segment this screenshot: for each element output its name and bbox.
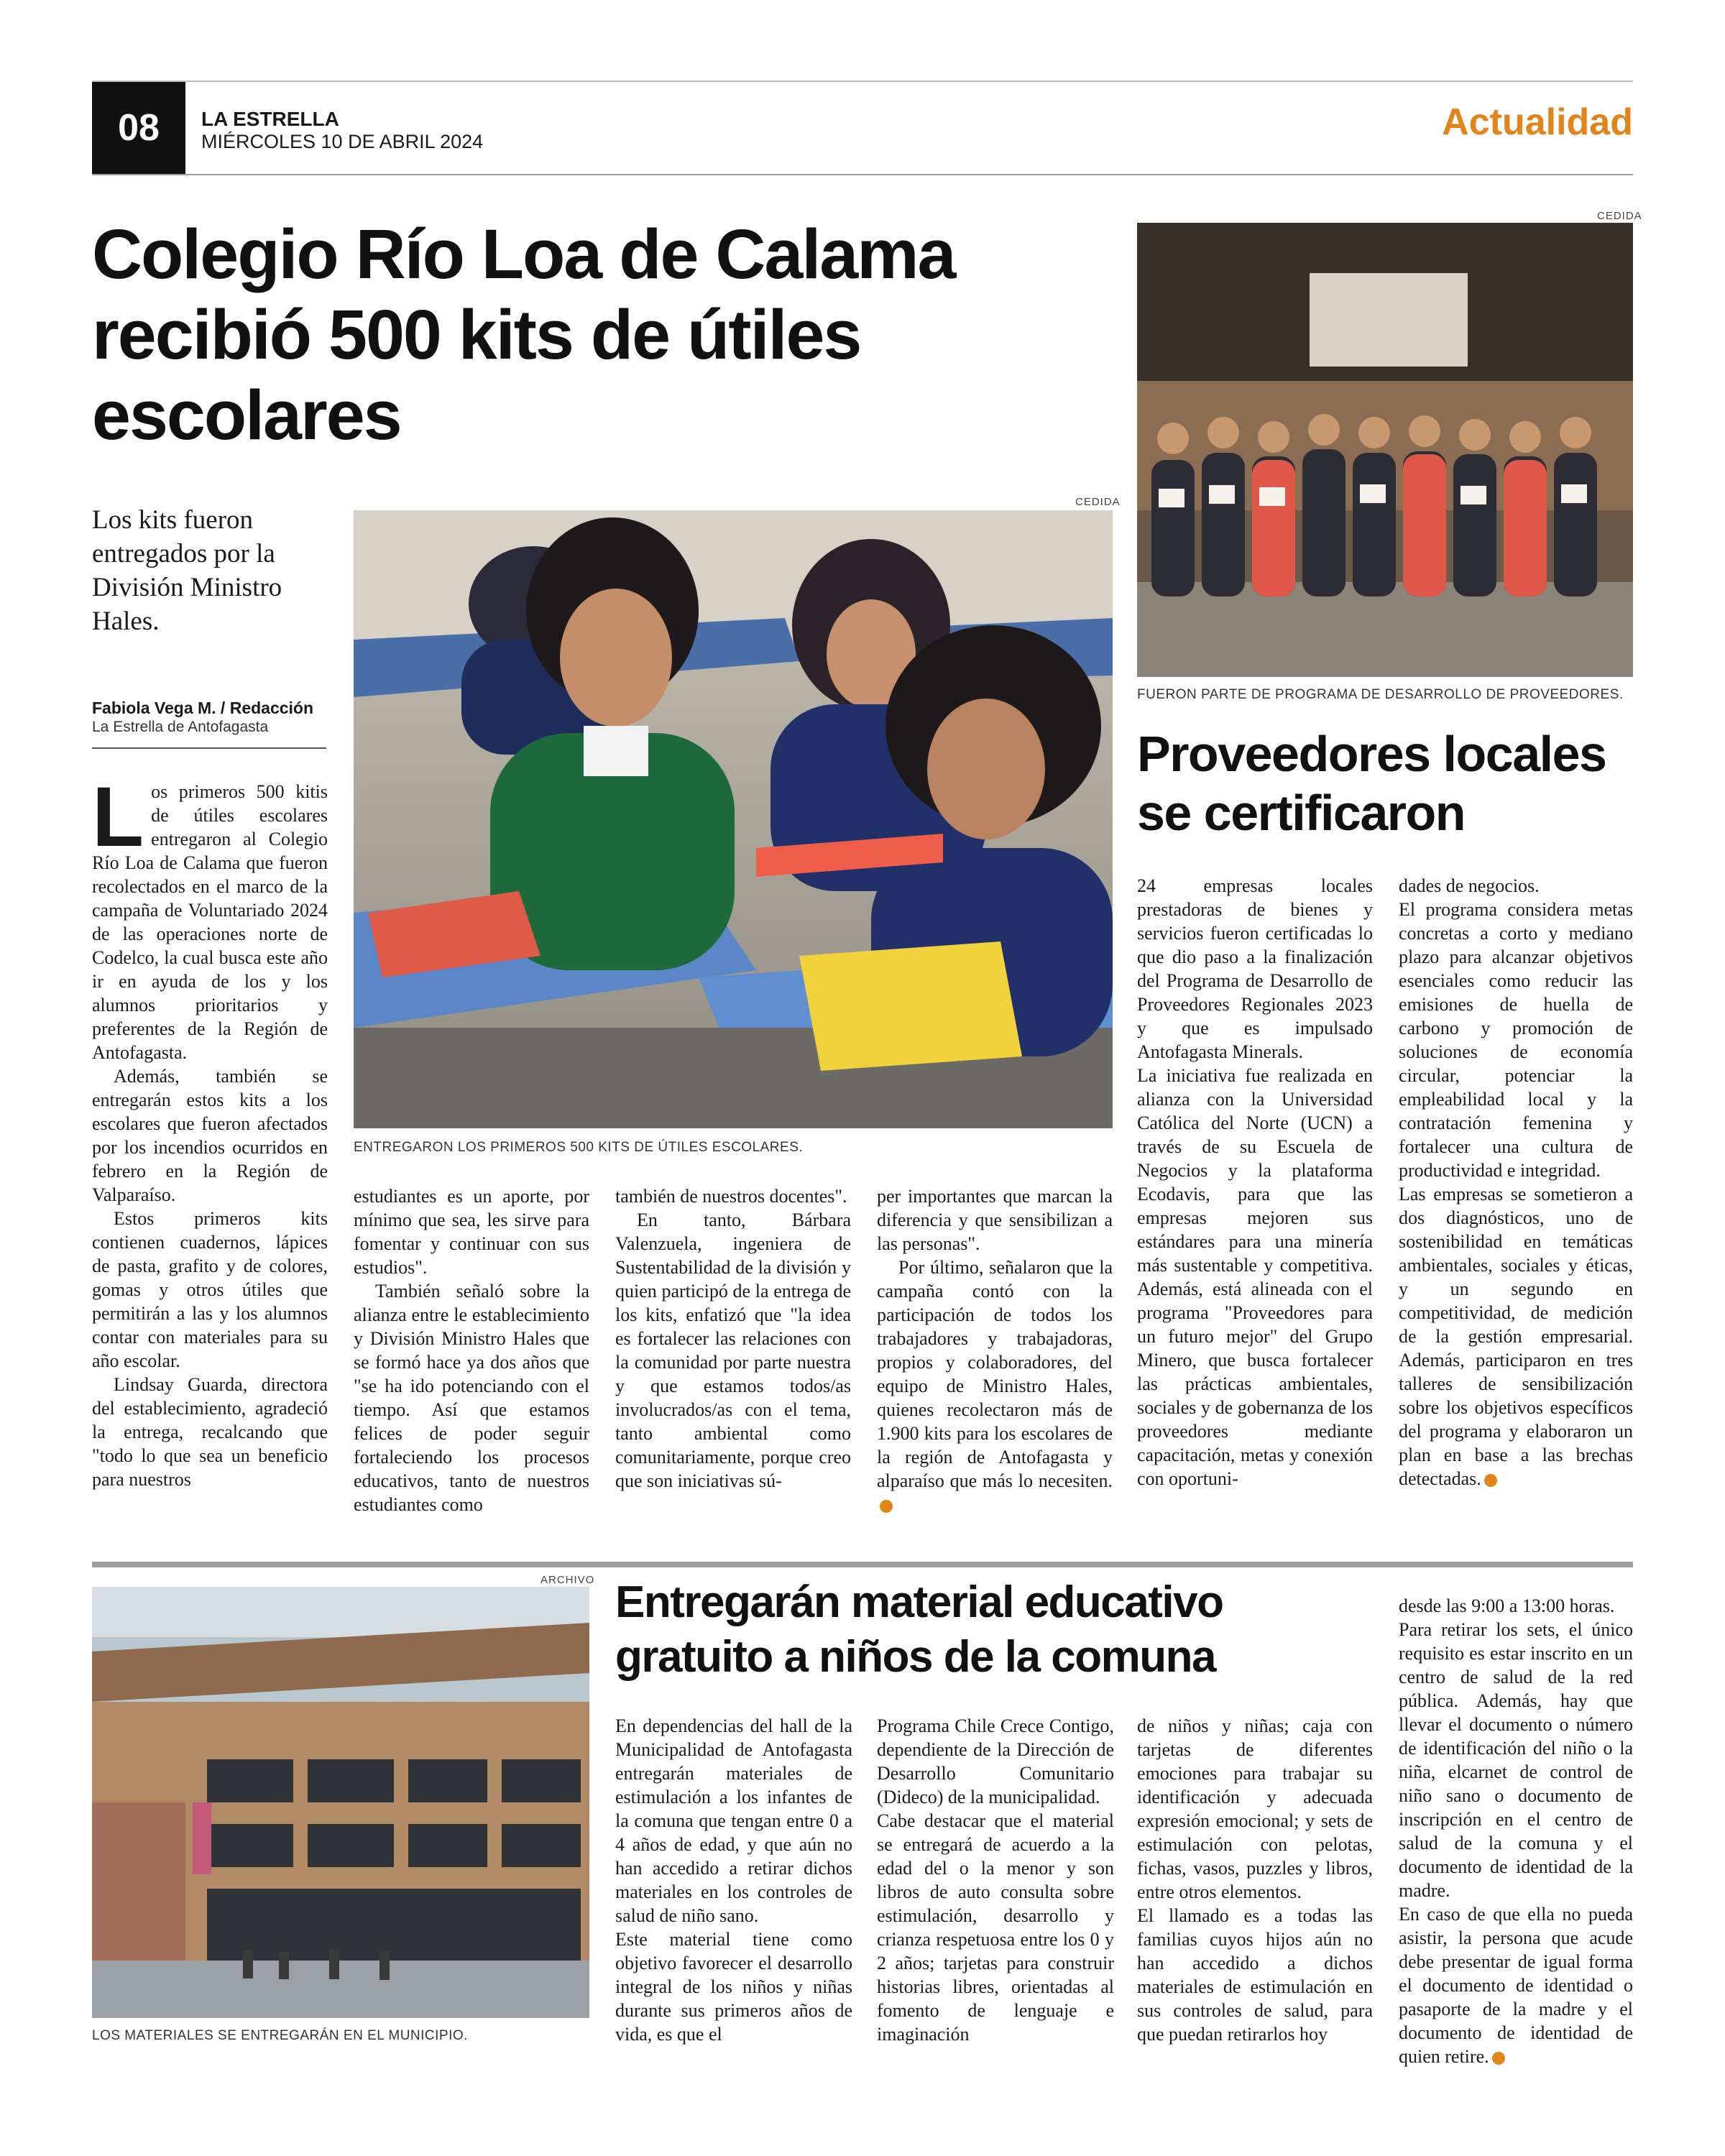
section-divider (92, 1562, 1633, 1567)
article2-paragraph: El programa considera metas concretas a corto y mediano plazo para alcanzar objetivos esenciales como reducir las emisiones de huella de carbono y promoción de soluciones de economía circular, potenciar la empleabilidad local y la contratación femenina y fortalecer una cultura de productividad e integridad. (1399, 899, 1633, 1181)
article1-paragraph (877, 1256, 1113, 1516)
article2-paragraph: La iniciativa fue realizada en alianza con la Universidad Católica del Norte (UCN) a través de su Escuela de Negocios y la plataforma Ecodavis, para que las empresas mejoren sus estándares para una minería más sustentable y competitiva. Además, está alineada con el programa "Proveedores para un futuro mejor" del Grupo Minero, que busca fortalecer las prácticas ambientales, sociales y de gobernanza de los proveedores mediante capacitación, metas y conexión con oportuni- (1137, 1065, 1373, 1489)
article3-column-2 (877, 1714, 1114, 2046)
article1-column-3 (615, 1184, 851, 1493)
article1-paragraph: Lindsay Guarda, directora del establecimiento, agradeció la entrega, recalcando que "todo lo que sea un beneficio para nuestros (92, 1374, 328, 1490)
article3-paragraph: Este material tiene como objetivo favorecer el desarrollo integral de los niños y niñas durante sus primeros años de vida, es que el (615, 1929, 852, 2045)
municipal-building-illustration (92, 1587, 589, 2018)
article1-paragraph (92, 770, 328, 1064)
page-number: 08 (92, 82, 185, 174)
newspaper-name: LA ESTRELLA (201, 108, 339, 130)
article1-byline: Fabiola Vega M. / Redacción (92, 699, 314, 717)
article1-byline-source: La Estrella de Antofagasta (92, 719, 269, 735)
article3-paragraph: Programa Chile Crece Contigo, dependiente de la Dirección de Desarrollo Comunitario (Dideco) de la municipalidad. (877, 1715, 1114, 1807)
article1-paragraph: estudiantes es un aporte, por mínimo que sea, les sirve para fomentar y continuar con sus estudios". (354, 1186, 589, 1278)
article1-deck: Los kits fueron entregados por la División Ministro Hales. (92, 505, 282, 636)
article3-headline: Entregarán material educativo gratuito a niños de la comuna (615, 1577, 1223, 1682)
article1-text: os primeros 500 kitis de útiles escolares entregaron al Colegio Río Loa de Calama que fueron recolectados en el marco de la campaña de Voluntariado 2024 de las operaciones norte de Codelco, la cual busca este año ir en ayuda de los y los alumnos prioritarios y preferentes de la Región de Antofagasta. (92, 781, 328, 1063)
article1-photo-caption: ENTREGARON LOS PRIMEROS 500 KITS DE ÚTILES ESCOLARES. (354, 1140, 804, 1155)
article3-column-3 (1137, 1714, 1373, 2046)
article2-headline: Proveedores locales se certificaron (1137, 726, 1606, 841)
article3-paragraph: desde las 9:00 a 13:00 horas. (1399, 1595, 1615, 1616)
article2-photo (1137, 223, 1633, 677)
article1-paragraph: También señaló sobre la alianza entre le establecimiento y División Ministro Hales que se formó hace ya dos años que "se ha ido potenciando con el tiempo. Así que estamos felices de poder seguir fortaleciendo los procesos educativos, tanto de nuestros estudiantes como (354, 1281, 589, 1515)
article2-text: Las empresas se sometieron a dos diagnósticos, uno de sostenibilidad en temáticas ambientales, sociales y éticas, y un segundo en competitividad, de medición de la gestión empresarial. Además, participaron en tres talleres de sensibilización sobre los objetivos específicos del programa y elaboraron un plan en base a las brechas detectadas. (1399, 1184, 1633, 1489)
article3-paragraph: de niños y niñas; caja con tarjetas de diferentes emociones para trabajar su identificación y adecuada expresión emocional; y sets de estimulación con pelotas, fichas, vasos, puzzles y libros, entre otros elementos. (1137, 1715, 1373, 1902)
students-photo-illustration (354, 510, 1113, 1128)
section-name: Actualidad (1442, 101, 1633, 143)
article3-photo-credit: ARCHIVO (540, 1574, 595, 1586)
article1-headline: Colegio Río Loa de Calama recibió 500 kits de útiles escolares (92, 215, 955, 454)
group-photo-illustration (1137, 223, 1633, 677)
byline-rule (92, 747, 326, 749)
end-of-article-icon (880, 1500, 893, 1513)
article3-paragraph: Cabe destacar que el material se entregará de acuerdo a la edad del o la menor y son libros de auto consulta sobre estimulación, desarrollo y crianza respetuosa entre los 0 y 2 años; tarjetas para construir historias libres, orientadas al fomento de lenguaje e imaginación (877, 1810, 1114, 2045)
article2-column-1 (1137, 874, 1373, 1491)
article2-column-2 (1399, 874, 1633, 1491)
article2-photo-caption: FUERON PARTE DE PROGRAMA DE DESARROLLO DE PROVEEDORES. (1137, 687, 1624, 702)
article3-photo (92, 1587, 589, 2018)
article2-paragraph: 24 empresas locales prestadoras de bienes y servicios fueron certificadas lo que dio paso a la finalización del Programa de Desarrollo de Proveedores Regionales 2023 y que es impulsado Antofagasta Minerals. (1137, 875, 1373, 1062)
end-of-article-icon (1484, 1474, 1497, 1487)
article2-paragraph: dades de negocios. (1399, 875, 1540, 896)
article1-paragraph: per importantes que marcan la diferencia y que sensibilizan a las personas". (877, 1186, 1113, 1254)
article1-paragraph: también de nuestros docentes". (615, 1186, 847, 1207)
end-of-article-icon (1492, 2052, 1505, 2065)
article3-column-1 (615, 1714, 852, 2046)
article3-paragraph: Para retirar los sets, el único requisito es estar inscrito en un centro de salud de la red pública. Además, hay que llevar el documento o número de identificación del niño o la niña, elcarnet de control de niño sano o documento de inscripción en el centro de salud de la comuna y el documento de identidad de la madre. (1399, 1619, 1633, 1901)
article2-paragraph (1399, 1182, 1633, 1491)
dropcap: L (92, 770, 144, 865)
article1-text: Por último, señalaron que la campaña contó con la participación de todos los trabajadores y trabajadoras, propios y colaboradores, del equipo de Ministro Hales, quienes recolectaron más de 1.900 kits para los escolares de la región de Antofagasta y alparaíso que más lo necesiten. (877, 1257, 1113, 1491)
header-top-rule (92, 80, 1633, 82)
header-bottom-rule (92, 174, 1633, 175)
article3-paragraph: El llamado es a todas las familias cuyos hijos aún no han accedido a dichos materiales de estimulación en sus controles de salud, para que puedan retirarlos hoy (1137, 1905, 1373, 2045)
article1-photo-credit: CEDIDA (1075, 496, 1121, 508)
article1-paragraph: En tanto, Bárbara Valenzuela, ingeniera de Sustentabilidad de la división y quien participó de la entrega de los kits, enfatizó que "la idea es fortalecer las relaciones con la comunidad por parte nuestra y que estamos todos/as involucrados/as con el tema, tanto ambiental como comunitariamente, porque creo que son iniciativas sú- (615, 1210, 851, 1491)
article3-paragraph (1399, 1902, 1633, 2068)
article1-column-4 (877, 1184, 1113, 1516)
article1-paragraph: Además, también se entregarán estos kits a los escolares que fueron afectados por los incendios ocurridos en febrero en la Región de Valparaíso. (92, 1066, 328, 1205)
article3-column-4 (1399, 1594, 1633, 2068)
article3-paragraph: En dependencias del hall de la Municipalidad de Antofagasta entregarán materiales de estimulación a los infantes de la comuna que tengan entre 0 a 4 años de edad, y que aún no han accedido a retirar dichos materiales en los controles de salud de niño sano. (615, 1715, 852, 1926)
article2-photo-credit: CEDIDA (1597, 210, 1642, 222)
article1-photo (354, 510, 1113, 1128)
article3-photo-caption: LOS MATERIALES SE ENTREGARÁN EN EL MUNICIPIO. (92, 2028, 468, 2043)
article3-text: En caso de que ella no pueda asistir, la persona que acude debe presentar de igual forma el documento de identidad o pasaporte de la madre y el documento de identidad de quien retire. (1399, 1904, 1633, 2067)
article1-column-1 (92, 770, 328, 1491)
article1-paragraph: Estos primeros kits contienen cuadernos, lápices de pasta, grafito y de colores, gomas y otros útiles que permitirán a las y los alumnos contar con materiales para su año escolar. (92, 1208, 328, 1371)
article1-column-2 (354, 1184, 589, 1516)
issue-date: MIÉRCOLES 10 DE ABRIL 2024 (201, 131, 484, 152)
